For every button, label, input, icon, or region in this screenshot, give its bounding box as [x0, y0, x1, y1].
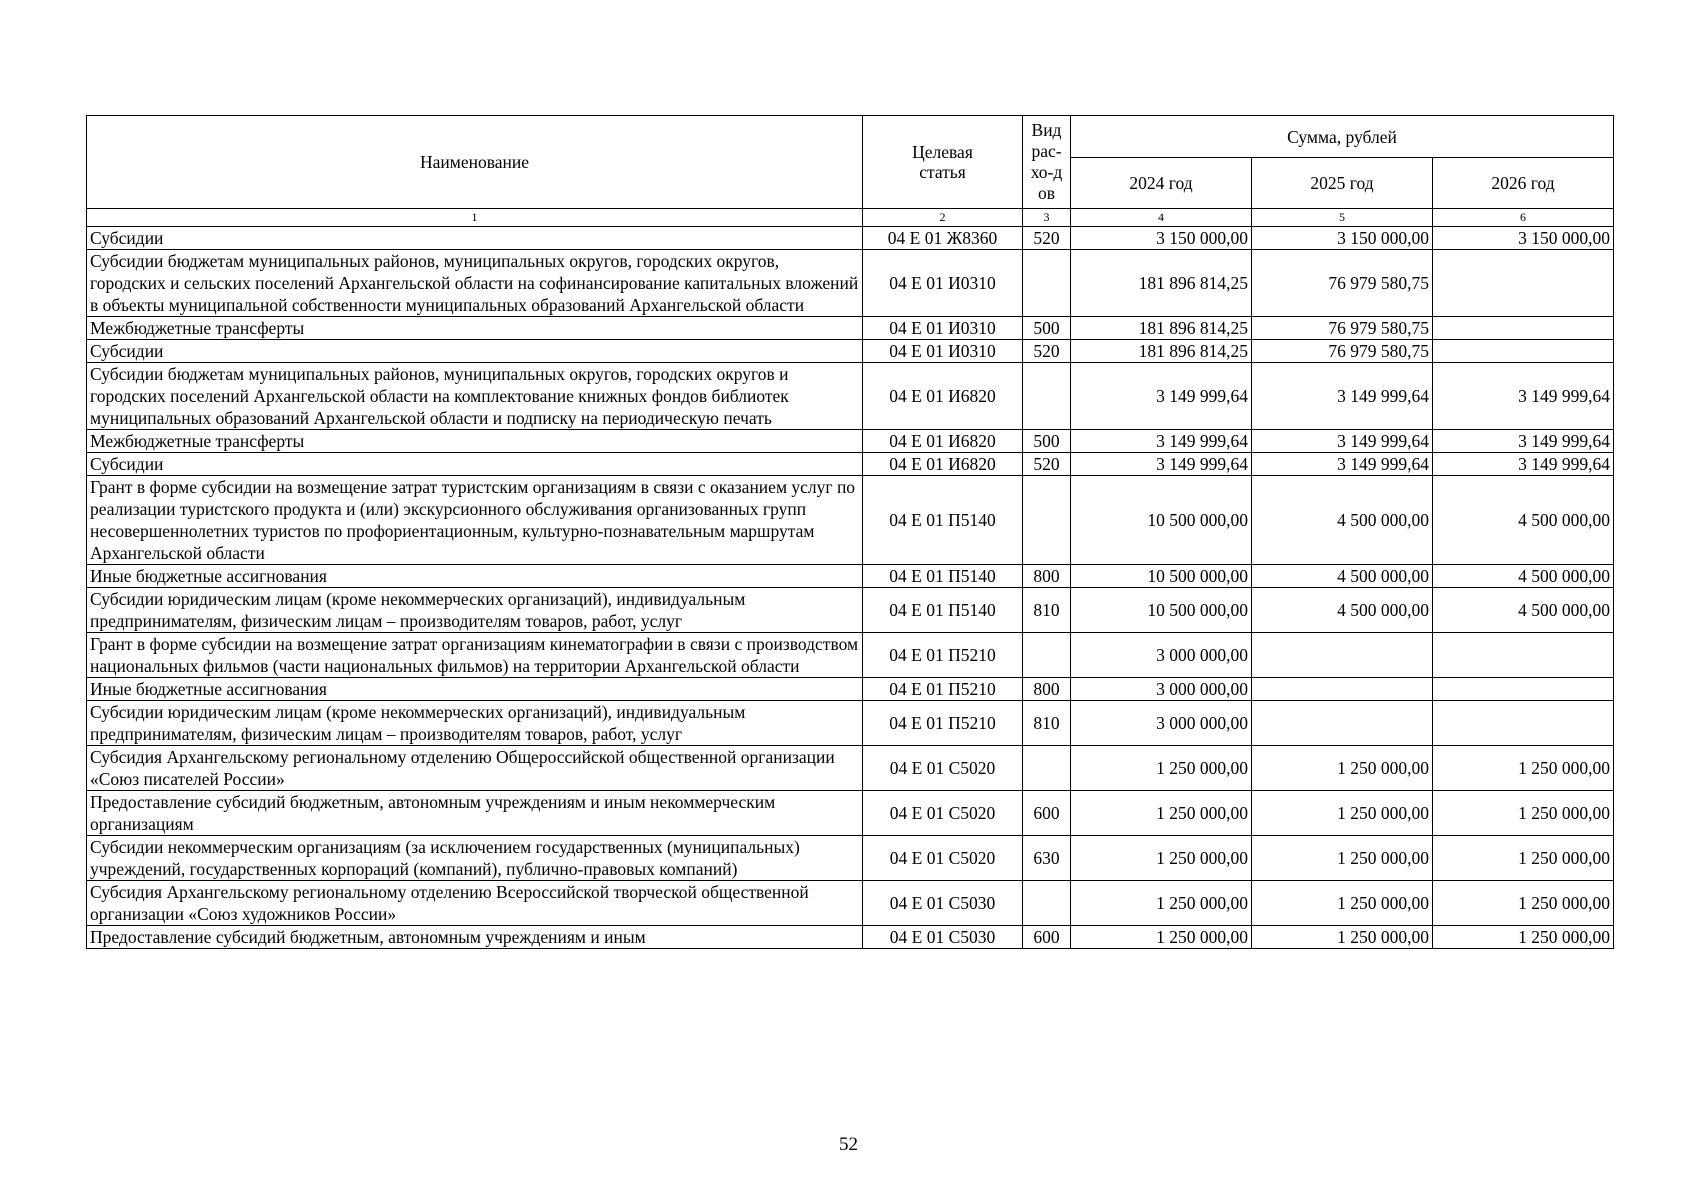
row-target-article: 04 Е 01 П5140 [863, 476, 1023, 565]
table-row [87, 430, 1614, 453]
table-row [87, 791, 1614, 836]
row-sum-2024: 10 500 000,00 [1071, 588, 1252, 633]
row-target-article: 04 Е 01 И0310 [863, 250, 1023, 317]
row-name: Субсидии некоммерческим организациям (за исключением государственных (муниципальных) учреждений, государственных корпораций (компаний), публично-правовых компаний) [87, 836, 863, 881]
row-name: Предоставление субсидий бюджетным, автономным учреждениям и иным некоммерческим организациям [87, 791, 863, 836]
table-row [87, 678, 1614, 701]
row-sum-2025 [1252, 678, 1433, 701]
row-target-article: 04 Е 01 С5020 [863, 791, 1023, 836]
table-row [87, 836, 1614, 881]
row-expense-type [1023, 746, 1071, 791]
row-name: Субсидии бюджетам муниципальных районов, муниципальных округов, городских округов и городских поселений Архангельской области на комплектование книжных фондов библиотек муниципальных образований Архангельской области и подписку на периодическую печать [87, 363, 863, 430]
row-name: Межбюджетные трансферты [87, 430, 863, 453]
row-expense-type [1023, 881, 1071, 926]
row-name: Субсидии бюджетам муниципальных районов, муниципальных округов, городских округов, городских и сельских поселений Архангельской области на софинансирование капитальных вложений в объекты муниципальной собственности муниципальных образований Архангельской области [87, 250, 863, 317]
row-sum-2025: 3 149 999,64 [1252, 430, 1433, 453]
row-sum-2026: 3 149 999,64 [1433, 453, 1614, 476]
row-target-article: 04 Е 01 И6820 [863, 430, 1023, 453]
row-sum-2026: 3 149 999,64 [1433, 363, 1614, 430]
row-sum-2024: 1 250 000,00 [1071, 746, 1252, 791]
table-row [87, 746, 1614, 791]
table-row [87, 317, 1614, 340]
row-target-article: 04 Е 01 П5140 [863, 565, 1023, 588]
header-sum: Сумма, рублей [1071, 116, 1614, 158]
row-sum-2024: 3 149 999,64 [1071, 453, 1252, 476]
row-sum-2025: 76 979 580,75 [1252, 317, 1433, 340]
budget-table [86, 115, 1614, 949]
row-sum-2025: 76 979 580,75 [1252, 250, 1433, 317]
row-expense-type [1023, 363, 1071, 430]
table-row [87, 363, 1614, 430]
row-sum-2026: 1 250 000,00 [1433, 881, 1614, 926]
row-sum-2024: 181 896 814,25 [1071, 250, 1252, 317]
table-row [87, 453, 1614, 476]
table-row [87, 881, 1614, 926]
row-target-article: 04 Е 01 Ж8360 [863, 227, 1023, 250]
header-name: Наименование [87, 116, 863, 209]
row-expense-type: 520 [1023, 453, 1071, 476]
table-row [87, 633, 1614, 678]
row-expense-type: 800 [1023, 565, 1071, 588]
row-sum-2026: 1 250 000,00 [1433, 926, 1614, 949]
row-sum-2026 [1433, 678, 1614, 701]
row-expense-type [1023, 633, 1071, 678]
row-name: Грант в форме субсидии на возмещение затрат организациям кинематографии в связи с производством национальных фильмов (части национальных фильмов) на территории Архангельской области [87, 633, 863, 678]
row-expense-type: 810 [1023, 588, 1071, 633]
row-sum-2025 [1252, 633, 1433, 678]
column-number-3: 3 [1023, 209, 1071, 227]
row-sum-2026: 4 500 000,00 [1433, 476, 1614, 565]
table-row [87, 588, 1614, 633]
page-number: 52 [839, 1134, 858, 1155]
row-sum-2024: 1 250 000,00 [1071, 926, 1252, 949]
row-target-article: 04 Е 01 И6820 [863, 363, 1023, 430]
row-name: Предоставление субсидий бюджетным, автономным учреждениям и иным [87, 926, 863, 949]
row-expense-type: 810 [1023, 701, 1071, 746]
table-row [87, 250, 1614, 317]
table-header [87, 116, 1614, 227]
column-number-2: 2 [863, 209, 1023, 227]
row-sum-2026: 1 250 000,00 [1433, 791, 1614, 836]
row-sum-2024: 3 149 999,64 [1071, 430, 1252, 453]
row-sum-2024: 1 250 000,00 [1071, 881, 1252, 926]
row-expense-type [1023, 250, 1071, 317]
row-sum-2026: 3 150 000,00 [1433, 227, 1614, 250]
row-expense-type: 520 [1023, 340, 1071, 363]
row-name: Субсидии юридическим лицам (кроме некоммерческих организаций), индивидуальным предпринимателям, физическим лицам – производителям товаров, работ, услуг [87, 588, 863, 633]
row-expense-type: 520 [1023, 227, 1071, 250]
row-expense-type [1023, 476, 1071, 565]
row-sum-2024: 181 896 814,25 [1071, 317, 1252, 340]
row-expense-type: 630 [1023, 836, 1071, 881]
header-expense-type [1023, 116, 1071, 209]
header-expense-type-label: Вид рас-хо-дов [1030, 120, 1063, 203]
row-sum-2024: 3 000 000,00 [1071, 678, 1252, 701]
table-row [87, 227, 1614, 250]
row-target-article: 04 Е 01 И6820 [863, 453, 1023, 476]
header-year-2026: 2026 год [1433, 158, 1614, 209]
row-target-article: 04 Е 01 И0310 [863, 340, 1023, 363]
header-target-article [863, 116, 1023, 209]
row-sum-2024: 1 250 000,00 [1071, 836, 1252, 881]
header-year-2025: 2025 год [1252, 158, 1433, 209]
row-name: Субсидии [87, 453, 863, 476]
row-sum-2025: 4 500 000,00 [1252, 476, 1433, 565]
row-sum-2025 [1252, 701, 1433, 746]
column-number-5: 5 [1252, 209, 1433, 227]
table-row [87, 340, 1614, 363]
row-sum-2025: 3 150 000,00 [1252, 227, 1433, 250]
row-sum-2025: 76 979 580,75 [1252, 340, 1433, 363]
row-target-article: 04 Е 01 П5210 [863, 678, 1023, 701]
row-name: Субсидии [87, 340, 863, 363]
row-name: Субсидии [87, 227, 863, 250]
row-name: Субсидии юридическим лицам (кроме некоммерческих организаций), индивидуальным предпринимателям, физическим лицам – производителям товаров, работ, услуг [87, 701, 863, 746]
row-name: Иные бюджетные ассигнования [87, 678, 863, 701]
column-number-6: 6 [1433, 209, 1614, 227]
row-target-article: 04 Е 01 П5210 [863, 633, 1023, 678]
row-sum-2025: 3 149 999,64 [1252, 363, 1433, 430]
row-sum-2025: 1 250 000,00 [1252, 881, 1433, 926]
row-sum-2024: 10 500 000,00 [1071, 476, 1252, 565]
row-sum-2026: 1 250 000,00 [1433, 836, 1614, 881]
row-sum-2026 [1433, 633, 1614, 678]
row-name: Межбюджетные трансферты [87, 317, 863, 340]
row-name: Иные бюджетные ассигнования [87, 565, 863, 588]
row-sum-2024: 1 250 000,00 [1071, 791, 1252, 836]
row-target-article: 04 Е 01 И0310 [863, 317, 1023, 340]
table-row [87, 701, 1614, 746]
row-expense-type: 600 [1023, 791, 1071, 836]
table-row [87, 926, 1614, 949]
row-target-article: 04 Е 01 С5030 [863, 926, 1023, 949]
row-sum-2026: 3 149 999,64 [1433, 430, 1614, 453]
row-sum-2025: 1 250 000,00 [1252, 836, 1433, 881]
header-year-2024: 2024 год [1071, 158, 1252, 209]
row-sum-2024: 3 000 000,00 [1071, 701, 1252, 746]
row-name: Субсидия Архангельскому региональному отделению Общероссийской общественной организации «Союз писателей России» [87, 746, 863, 791]
row-expense-type: 500 [1023, 317, 1071, 340]
row-target-article: 04 Е 01 П5210 [863, 701, 1023, 746]
header-target-article-label: Целевая статья [912, 142, 973, 182]
row-sum-2025: 3 149 999,64 [1252, 453, 1433, 476]
row-sum-2024: 3 150 000,00 [1071, 227, 1252, 250]
row-expense-type: 600 [1023, 926, 1071, 949]
row-sum-2026: 4 500 000,00 [1433, 565, 1614, 588]
column-number-1: 1 [87, 209, 863, 227]
row-expense-type: 800 [1023, 678, 1071, 701]
row-sum-2026: 1 250 000,00 [1433, 746, 1614, 791]
row-target-article: 04 Е 01 С5030 [863, 881, 1023, 926]
row-sum-2026 [1433, 340, 1614, 363]
row-sum-2026 [1433, 317, 1614, 340]
row-expense-type: 500 [1023, 430, 1071, 453]
row-sum-2025: 1 250 000,00 [1252, 926, 1433, 949]
row-sum-2026 [1433, 701, 1614, 746]
row-target-article: 04 Е 01 П5140 [863, 588, 1023, 633]
table-body [87, 227, 1614, 949]
column-number-4: 4 [1071, 209, 1252, 227]
row-name: Субсидия Архангельскому региональному отделению Всероссийской творческой общественной организации «Союз художников России» [87, 881, 863, 926]
row-sum-2025: 4 500 000,00 [1252, 588, 1433, 633]
row-target-article: 04 Е 01 С5020 [863, 746, 1023, 791]
row-sum-2025: 1 250 000,00 [1252, 791, 1433, 836]
row-name: Грант в форме субсидии на возмещение затрат туристским организациям в связи с оказанием услуг по реализации туристского продукта и (или) экскурсионного обслуживания организованных групп несовершеннолетних туристов по профориентационным, культурно-познавательным маршрутам Архангельской области [87, 476, 863, 565]
row-sum-2025: 4 500 000,00 [1252, 565, 1433, 588]
row-sum-2026 [1433, 250, 1614, 317]
row-sum-2026: 4 500 000,00 [1433, 588, 1614, 633]
table-row [87, 565, 1614, 588]
column-number-row [87, 209, 1614, 227]
table-row [87, 476, 1614, 565]
row-sum-2024: 10 500 000,00 [1071, 565, 1252, 588]
row-sum-2024: 3 149 999,64 [1071, 363, 1252, 430]
row-sum-2024: 181 896 814,25 [1071, 340, 1252, 363]
row-sum-2025: 1 250 000,00 [1252, 746, 1433, 791]
row-target-article: 04 Е 01 С5020 [863, 836, 1023, 881]
row-sum-2024: 3 000 000,00 [1071, 633, 1252, 678]
